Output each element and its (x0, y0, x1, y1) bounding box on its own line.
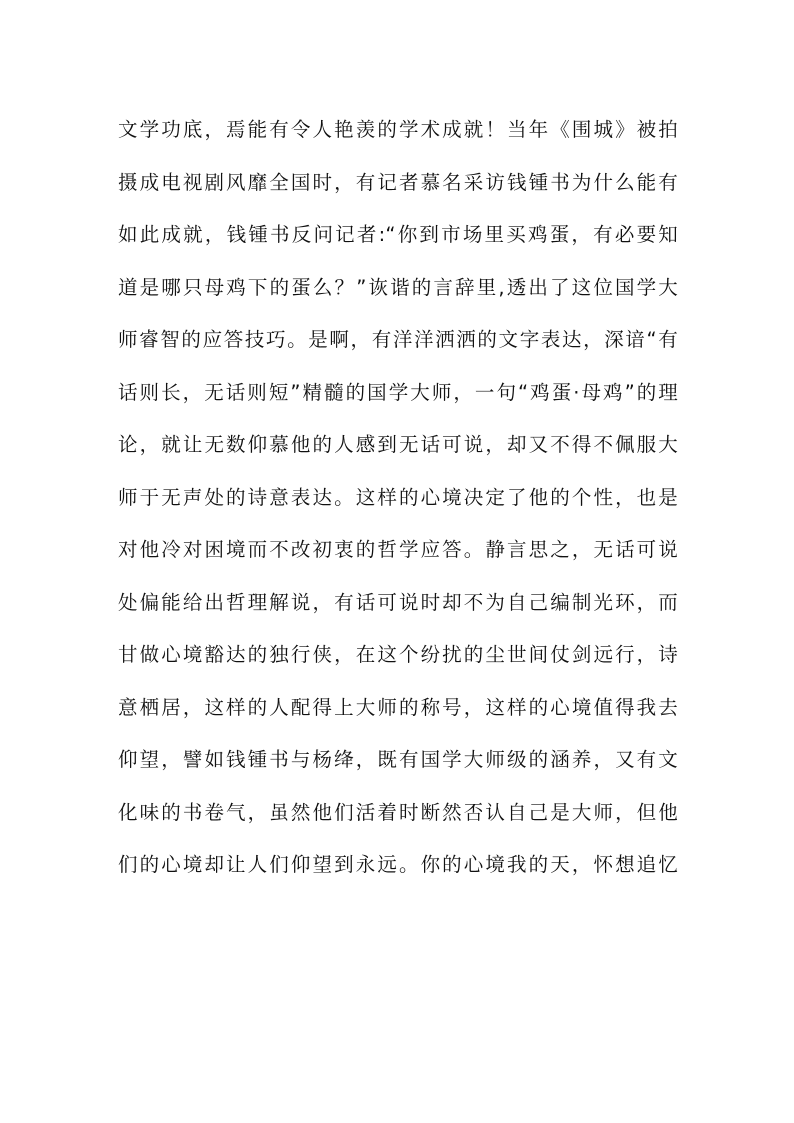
text-line: 文学功底，焉能有令人艳羡的学术成就！当年《围城》被拍 (118, 118, 678, 141)
text-line: 如此成就，钱锺书反问记者:“你到市场里买鸡蛋，有必要知 (118, 223, 678, 246)
text-line: 处偏能给出哲理解说，有话可说时却不为自己编制光环，而 (118, 590, 678, 614)
text-line: 对他冷对困境而不改初衷的哲学应答。静言思之，无话可说 (118, 538, 678, 561)
text-line: 道是哪只母鸡下的蛋么？”诙谐的言辞里,透出了这位国学大 (118, 275, 678, 299)
text-line: 摄成电视剧风靡全国时，有记者慕名采访钱锺书为什么能有 (118, 170, 678, 194)
text-line: 话则长，无话则短”精髓的国学大师，一句“鸡蛋·母鸡”的理 (118, 380, 678, 404)
text-line: 化味的书卷气，虽然他们活着时断然否认自己是大师，但他 (118, 800, 678, 824)
text-line: 论，就让无数仰慕他的人感到无话可说，却又不得不佩服大 (118, 433, 678, 456)
text-line: 们的心境却让人们仰望到永远。你的心境我的天，怀想追忆 (118, 853, 678, 876)
text-line: 甘做心境豁达的独行侠，在这个纷扰的尘世间仗剑远行，诗 (118, 643, 678, 666)
body-text (118, 104, 678, 892)
text-line: 仰望，譬如钱锺书与杨绛，既有国学大师级的涵养，又有文 (118, 748, 678, 771)
text-line: 意栖居，这样的人配得上大师的称号，这样的心境值得我去 (118, 695, 678, 719)
text-line: 师于无声处的诗意表达。这样的心境决定了他的个性，也是 (118, 485, 678, 509)
text-line: 师睿智的应答技巧。是啊，有洋洋洒洒的文字表达，深谙“有 (118, 328, 678, 351)
